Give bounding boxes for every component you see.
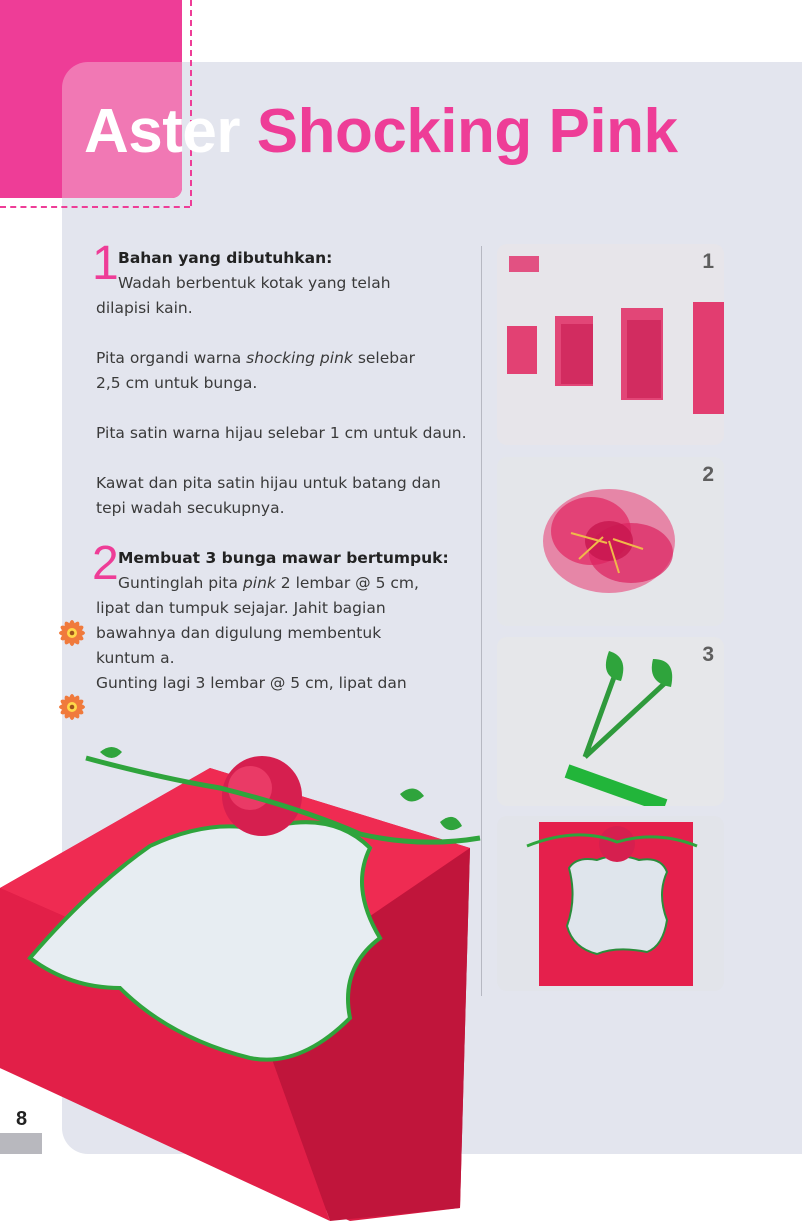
material-organdi-text-a: Pita organdi warna xyxy=(96,349,247,367)
finished-box-image xyxy=(497,816,724,991)
step-1-number: 1 xyxy=(92,237,119,290)
step-2-heading: Membuat 3 bunga mawar bertumpuk: xyxy=(118,549,449,567)
page-number-bar xyxy=(0,1133,42,1154)
finished-box-large-image xyxy=(0,738,490,1221)
instructions-column xyxy=(92,237,468,696)
photo-2-label: 2 xyxy=(702,463,714,486)
step-1-heading: Bahan yang dibutuhkan: xyxy=(118,249,333,267)
step-photo-2 xyxy=(497,457,724,626)
step-2-line-2: lipat dan tumpuk sejajar. Jahit bagian bawahnya dan digulung membentuk kuntum a. xyxy=(96,599,386,667)
material-organdi xyxy=(96,346,468,396)
ribbon-pieces-image xyxy=(497,244,724,445)
material-organdi-emphasis: shocking pink xyxy=(246,349,353,367)
step-2-line-1-a: Guntinglah pita xyxy=(118,574,243,592)
material-wire: Kawat dan pita satin hijau untuk batang dan tepi wadah secukupnya. xyxy=(96,474,441,517)
step-2-line-1-b: 2 lembar @ 5 cm, xyxy=(275,574,419,592)
organdi-flower-image xyxy=(497,457,724,626)
page-title xyxy=(84,92,677,172)
step-1-first-rest: dilapisi kain. xyxy=(96,299,193,317)
aster-flower-icon xyxy=(54,689,90,725)
page-number: 8 xyxy=(16,1108,28,1130)
aster-flower-icon xyxy=(54,615,90,651)
step-photo-3 xyxy=(497,637,724,806)
step-1-first-line: Wadah berbentuk kotak yang telah xyxy=(118,274,391,292)
step-2-line-1 xyxy=(96,571,468,596)
leaves-image xyxy=(497,637,724,806)
title-pink-part: Shocking Pink xyxy=(256,97,678,166)
material-satin: Pita satin warna hijau selebar 1 cm untuk daun. xyxy=(96,424,467,442)
dashed-guide-horizontal xyxy=(0,206,190,208)
step-1 xyxy=(92,237,468,321)
material-organdi-text-b: selebar xyxy=(352,349,415,367)
material-organdi-text-c: 2,5 cm untuk bunga. xyxy=(96,374,258,392)
title-white-part: Aster xyxy=(84,97,241,166)
photo-3-label: 3 xyxy=(702,643,714,666)
step-2 xyxy=(92,537,468,696)
step-2-line-3: Gunting lagi 3 lembar @ 5 cm, lipat dan xyxy=(96,674,407,692)
step-2-line-1-emphasis: pink xyxy=(242,574,276,592)
step-2-number: 2 xyxy=(92,537,119,590)
step-photo-4 xyxy=(497,816,724,991)
photo-1-label: 1 xyxy=(702,250,714,273)
step-photo-1 xyxy=(497,244,724,445)
